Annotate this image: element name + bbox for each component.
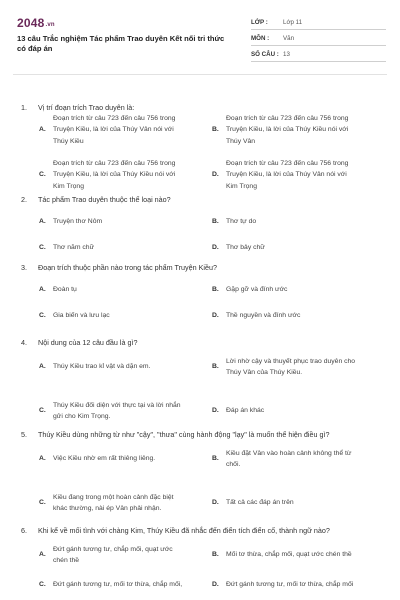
answer-option-c[interactable]	[39, 242, 209, 254]
question-number: 2.	[21, 195, 27, 204]
option-text-line: Gặp gỡ và đính ước	[226, 286, 288, 294]
option-text-line: Thúy Kiều trao kỉ vật và dặn em.	[53, 363, 151, 371]
option-letter: B.	[212, 126, 219, 134]
option-text	[226, 549, 386, 561]
option-text	[226, 310, 386, 322]
option-text-line: Thơ tự do	[226, 218, 257, 226]
option-letter: C.	[39, 244, 46, 252]
option-text	[53, 453, 213, 465]
option-letter: D.	[212, 499, 219, 507]
answer-option-d[interactable]	[212, 579, 382, 591]
answer-option-d[interactable]	[212, 242, 382, 254]
option-letter: C.	[39, 407, 46, 415]
question-number: 4.	[21, 338, 27, 347]
option-text-line: Thúy Vân của Thúy Kiều.	[226, 369, 303, 376]
option-text-line: Truyện thơ Nôm	[53, 218, 103, 226]
answer-option-d[interactable]	[212, 405, 382, 417]
option-text-line: chén thề	[53, 557, 80, 564]
option-text	[53, 216, 213, 228]
logo-text: 2048	[17, 16, 45, 30]
option-text	[53, 284, 213, 296]
option-letter: D.	[212, 581, 219, 589]
option-text-line: Đáp án khác	[226, 407, 265, 415]
meta-box	[251, 15, 386, 63]
question-text	[21, 430, 330, 440]
option-text	[53, 158, 213, 193]
option-text	[226, 579, 386, 591]
option-letter: A.	[39, 218, 46, 226]
option-letter: C.	[39, 499, 46, 507]
document-title: 13 câu Trắc nghiệm Tác phẩm Trao duyên Kết nối tri thức có đáp án	[17, 34, 225, 53]
option-text-line: Tất cả các đáp án trên	[226, 499, 294, 507]
option-text-line: Thúy Vân	[226, 137, 256, 145]
site-logo[interactable]	[17, 16, 55, 30]
question-number: 5.	[21, 430, 27, 439]
answer-option-d[interactable]	[212, 497, 382, 509]
option-letter: C.	[39, 171, 46, 179]
question-prompt: Vị trí đoạn trích Trao duyên là:	[38, 103, 135, 112]
option-text-line: Đoạn trích từ câu 723 đến câu 756 trong	[226, 114, 349, 122]
option-letter: D.	[212, 244, 219, 252]
meta-row-count	[251, 47, 386, 62]
option-text	[226, 216, 386, 228]
option-text	[53, 310, 213, 322]
answer-option-b[interactable]	[212, 448, 382, 471]
option-text-line: Truyện Kiều, là lời của Thúy Kiều nói với	[53, 171, 176, 179]
option-text-line: Thề nguyền và đính ước	[226, 312, 301, 320]
option-text	[53, 579, 213, 591]
option-text-line: Đứt gánh tương tư, mối tơ thừa, chắp mối,	[53, 581, 183, 589]
answer-option-c[interactable]	[39, 579, 209, 591]
question-text	[21, 103, 134, 113]
answer-option-a[interactable]	[39, 453, 209, 465]
option-text	[226, 113, 386, 148]
question-number: 1.	[21, 103, 27, 112]
option-letter: A.	[39, 286, 46, 294]
option-text-line: Kiều đặt Vân vào hoàn cảnh không thể từ	[226, 449, 352, 457]
question-text	[21, 195, 171, 205]
option-text	[53, 361, 213, 373]
option-text	[226, 158, 386, 193]
option-text	[53, 544, 213, 567]
answer-option-c[interactable]	[39, 158, 209, 193]
answer-option-d[interactable]	[212, 310, 382, 322]
option-text	[53, 242, 213, 254]
question-number: 6.	[21, 526, 27, 535]
option-text-line: Đứt gánh tương tư, chắp mối, quạt ước	[53, 545, 173, 553]
question-text	[21, 526, 330, 536]
page-header	[0, 0, 400, 70]
answer-option-a[interactable]	[39, 544, 209, 567]
question-text	[21, 263, 217, 273]
option-text-line: khác thường, nài ép Vân phải nhận.	[53, 505, 162, 512]
option-letter: B.	[212, 455, 219, 463]
option-text-line: Truyện Kiều, là lời của Thúy Kiều nói với	[226, 126, 349, 134]
option-text	[226, 242, 386, 254]
option-text	[226, 448, 386, 471]
option-text-line: chối.	[226, 461, 241, 468]
answer-option-b[interactable]	[212, 284, 382, 296]
meta-label: SỐ CÂU :	[251, 50, 279, 58]
option-text	[53, 400, 213, 423]
option-text-line: Kim Trọng	[53, 182, 84, 190]
question-prompt: Tác phẩm Trao duyên thuộc thể loại nào?	[38, 195, 171, 204]
option-text-line: Đứt gánh tương tư, mối tơ thừa, chắp mối	[226, 581, 354, 589]
option-text-line: Thơ năm chữ	[53, 244, 95, 252]
option-text	[226, 356, 386, 379]
option-text-line: Lời nhờ cậy và thuyết phục trao duyên cho	[226, 357, 356, 365]
option-letter: B.	[212, 363, 219, 371]
option-text	[226, 284, 386, 296]
header-divider	[13, 74, 387, 75]
answer-option-a[interactable]	[39, 361, 209, 373]
option-text	[53, 113, 213, 148]
question-prompt: Đoạn trích thuộc phần nào trong tác phẩm Truyện Kiều?	[38, 263, 218, 272]
answer-option-b[interactable]	[212, 549, 382, 561]
option-text-line: Truyện Kiều, là lời của Thúy Vân nói với	[226, 171, 347, 179]
option-text-line: Mối tơ thừa, chắp mối, quạt ước chén thề	[226, 551, 352, 559]
option-letter: A.	[39, 455, 46, 463]
option-letter: B.	[212, 551, 219, 559]
logo-suffix: .vn	[45, 22, 55, 28]
answer-option-b[interactable]	[212, 216, 382, 228]
option-letter: D.	[212, 312, 219, 320]
question-text	[21, 338, 138, 348]
option-text-line: Việc Kiều nhờ em rất thiêng liêng.	[53, 455, 156, 463]
answer-option-c[interactable]	[39, 310, 209, 322]
option-letter: C.	[39, 581, 46, 589]
answer-option-a[interactable]	[39, 284, 209, 296]
meta-label: LỚP :	[251, 18, 268, 26]
option-text-line: gửi cho Kim Trọng.	[53, 413, 111, 420]
option-text	[53, 492, 213, 515]
answer-option-d[interactable]	[212, 158, 382, 193]
option-text-line: Đoạn trích từ câu 723 đến câu 756 trong	[53, 159, 176, 167]
option-letter: A.	[39, 551, 46, 559]
answer-option-b[interactable]	[212, 113, 382, 148]
meta-row-subject	[251, 31, 386, 46]
option-text-line: Kiều đang trong một hoàn cảnh đặc biệt	[53, 493, 174, 501]
meta-label: MÔN :	[251, 34, 270, 42]
meta-value: Lớp 11	[283, 18, 303, 26]
option-letter: B.	[212, 286, 219, 294]
option-text-line: Đoạn trích từ câu 723 đến câu 756 trong	[226, 159, 349, 167]
option-letter: D.	[212, 171, 219, 179]
meta-value: 13	[283, 50, 290, 58]
option-letter: A.	[39, 126, 46, 134]
option-text-line: Thơ bảy chữ	[226, 244, 265, 252]
option-letter: C.	[39, 312, 46, 320]
answer-option-a[interactable]	[39, 216, 209, 228]
option-text-line: Truyện Kiều, là lời của Thúy Vân nói với	[53, 126, 174, 134]
question-number: 3.	[21, 263, 27, 272]
option-text-line: Thúy Kiều đối diện với thực tại và lời nhắn	[53, 401, 181, 409]
option-text	[226, 497, 386, 509]
option-letter: A.	[39, 363, 46, 371]
question-prompt: Nội dung của 12 câu đầu là gì?	[38, 338, 138, 347]
meta-value: Văn	[283, 34, 295, 42]
answer-option-b[interactable]	[212, 356, 382, 379]
option-text-line: Thúy Kiều	[53, 137, 84, 145]
option-text-line: Gia biến và lưu lạc	[53, 312, 110, 320]
answer-option-c[interactable]	[39, 492, 209, 515]
question-prompt: Thúy Kiều dùng những từ như "cậy", "thưa" cùng hành động "lạy" là muốn thể hiện điều gì?	[38, 430, 330, 439]
option-letter: D.	[212, 407, 219, 415]
question-prompt: Khi kể về mối tình với chàng Kim, Thúy Kiều đã nhắc đến điển tích điển cố, thành ngữ nào?	[38, 526, 330, 535]
option-text-line: Kim Trọng	[226, 182, 257, 190]
option-text	[226, 405, 386, 417]
option-letter: B.	[212, 218, 219, 226]
answer-option-a[interactable]	[39, 113, 209, 148]
answer-option-c[interactable]	[39, 400, 209, 423]
meta-row-class	[251, 15, 386, 30]
option-text-line: Đoạn trích từ câu 723 đến câu 756 trong	[53, 114, 176, 122]
option-text-line: Đoàn tụ	[53, 286, 77, 294]
